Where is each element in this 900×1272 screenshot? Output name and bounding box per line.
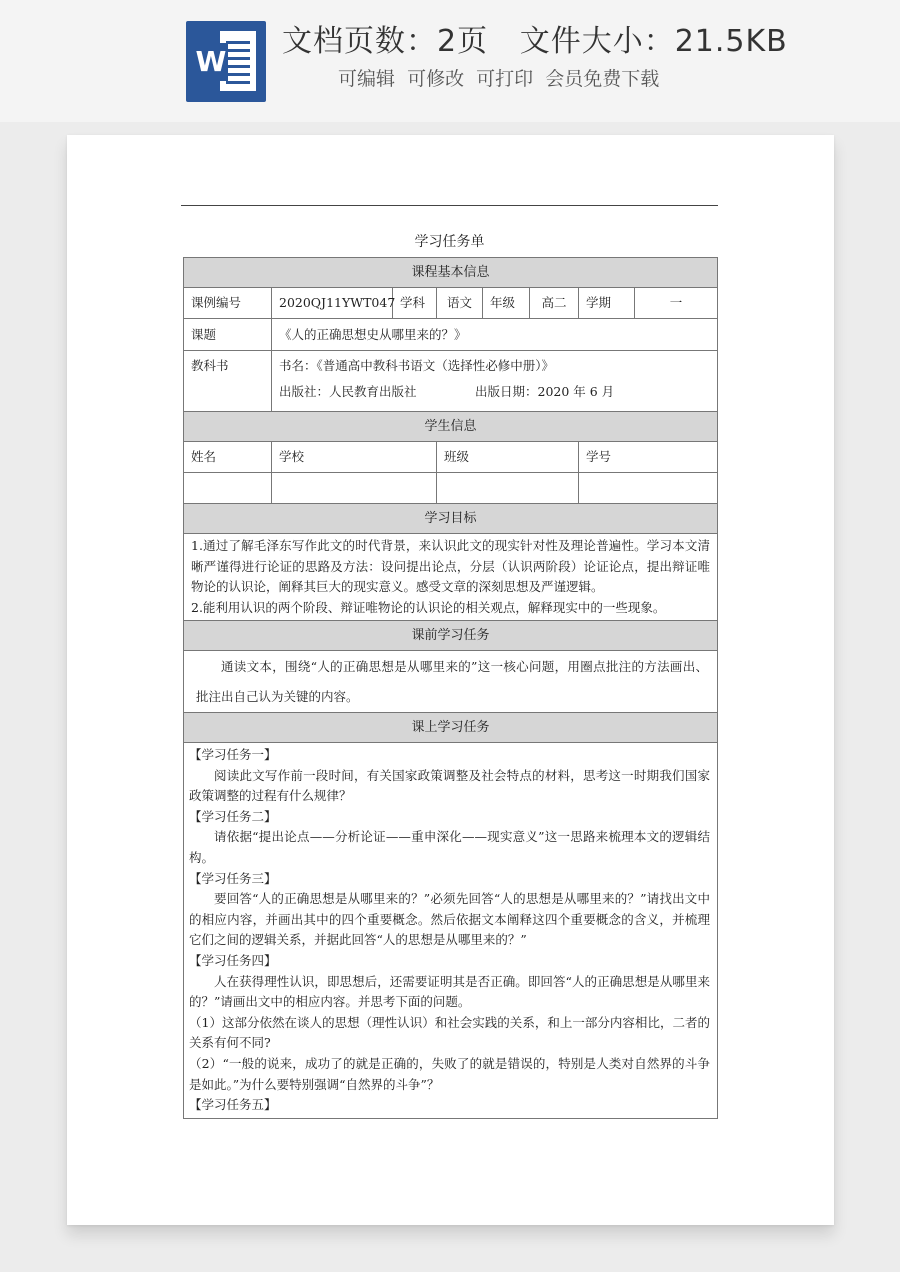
textbook-info: [272, 351, 718, 412]
label-grade: 年级: [483, 288, 530, 319]
task-1-text: 阅读此文写作前一段时间，有关国家政策调整及社会特点的材料，思考这一时期我们国家政策调整的过程有什么规律？: [189, 767, 711, 804]
task-2-text: 请依据“提出论点——分析论证——重申深化——现实意义”这一思路来梳理本文的逻辑结构。: [189, 829, 711, 865]
term-value: 一: [635, 288, 718, 319]
section-header-in-class: 课上学习任务: [184, 713, 718, 743]
learning-goals: [184, 534, 718, 621]
publisher: 出版社：人民教育出版社: [279, 384, 417, 399]
label-textbook: 教科书: [184, 351, 272, 412]
task-sheet-table: [183, 257, 718, 1119]
goal-item-1: 1.通过了解毛泽东写作此文的时代背景，来认识此文的现实针对性及理论普遍性。学习本文清晰严谨得进行论证的思路及方法：设问提出论点，分层（认识两阶段）论证论点，提出辩证唯物论的认识论，阐释其巨大的现实意义。感受文章的深刻思想及严谨逻辑。: [191, 538, 711, 594]
goal-item-2: 2.能利用认识的两个阶段、辩证唯物论的认识论的相关观点，解释现实中的一些现象。: [191, 599, 666, 615]
topic-value: 《人的正确思想史从哪里来的？》: [272, 319, 718, 351]
task-4-question-2: （2）“一般的说来，成功了的就是正确的，失败了的就是错误的，特别是人类对自然界的斗争是如此。”为什么要特别强调“自然界的斗争”？: [189, 1055, 711, 1092]
label-topic: 课题: [184, 319, 272, 351]
subject-value: 语文: [437, 288, 483, 319]
task-5-heading: 【学习任务五】: [189, 1097, 277, 1113]
label-lesson-code: 课例编号: [184, 288, 272, 319]
document-title: 学习任务单: [414, 234, 485, 250]
download-banner: [0, 0, 900, 122]
label-subject: 学科: [393, 288, 437, 319]
task-2-heading: 【学习任务二】: [189, 808, 277, 824]
document-page: [67, 135, 834, 1225]
file-info-title: 文档页数：2页 文件大小：21.5KB: [282, 24, 788, 59]
textbook-publisher-line: [279, 377, 710, 407]
section-header-student: 学生信息: [184, 412, 718, 442]
class-field[interactable]: [437, 473, 579, 504]
task-4-text: 人在获得理性认识，即思想后，还需要证明其是否正确。即回答“人的正确思想是从哪里来的？”请画出文中的相应内容。并思考下面的问题。: [189, 973, 711, 1010]
pre-class-task: [184, 651, 718, 713]
file-info-subtitle: 可编辑 可修改 可打印 会员免费下载: [338, 68, 660, 90]
label-name: 姓名: [184, 442, 272, 473]
textbook-name: 书名：《普通高中教科书语文（选择性必修中册）》: [279, 358, 555, 373]
pre-class-task-text: 通读文本，围绕“人的正确思想是从哪里来的”这一核心问题，用圈点批注的方法画出、批注出自己认为关键的内容。: [196, 658, 709, 704]
in-class-tasks: [184, 743, 718, 1119]
label-term: 学期: [579, 288, 635, 319]
section-header-pre-class: 课前学习任务: [184, 621, 718, 651]
label-student-id: 学号: [579, 442, 718, 473]
student-id-field[interactable]: [579, 473, 718, 504]
task-3-text: 要回答“人的正确思想是从哪里来的？”必须先回答“人的思想是从哪里来的？”请找出文中的相应内容，并画出其中的四个重要概念。然后依据文本阐释这四个重要概念的含义，并梳理它们之间的逻辑关系，并据此回答“人的思想是从哪里来的？”: [189, 891, 711, 948]
section-header-course: 课程基本信息: [184, 258, 718, 288]
task-3-heading: 【学习任务三】: [189, 870, 277, 886]
task-1-heading: 【学习任务一】: [189, 747, 277, 762]
publish-date: 出版日期：2020 年 6 月: [475, 384, 615, 399]
grade-value: 高二: [530, 288, 579, 319]
task-4-heading: 【学习任务四】: [189, 952, 277, 968]
section-header-goals: 学习目标: [184, 504, 718, 534]
word-document-icon: [186, 21, 266, 102]
label-class: 班级: [437, 442, 579, 473]
school-field[interactable]: [272, 473, 437, 504]
header-rule: [181, 205, 718, 206]
name-field[interactable]: [184, 473, 272, 504]
lesson-code-value: 2020QJ11YWT047: [272, 288, 393, 319]
label-school: 学校: [272, 442, 437, 473]
word-logo-letter: W: [194, 43, 228, 81]
task-4-question-1: （1）这部分依然在谈人的思想（理性认识）和社会实践的关系，和上一部分内容相比，二者的关系有何不同?: [189, 1014, 711, 1051]
